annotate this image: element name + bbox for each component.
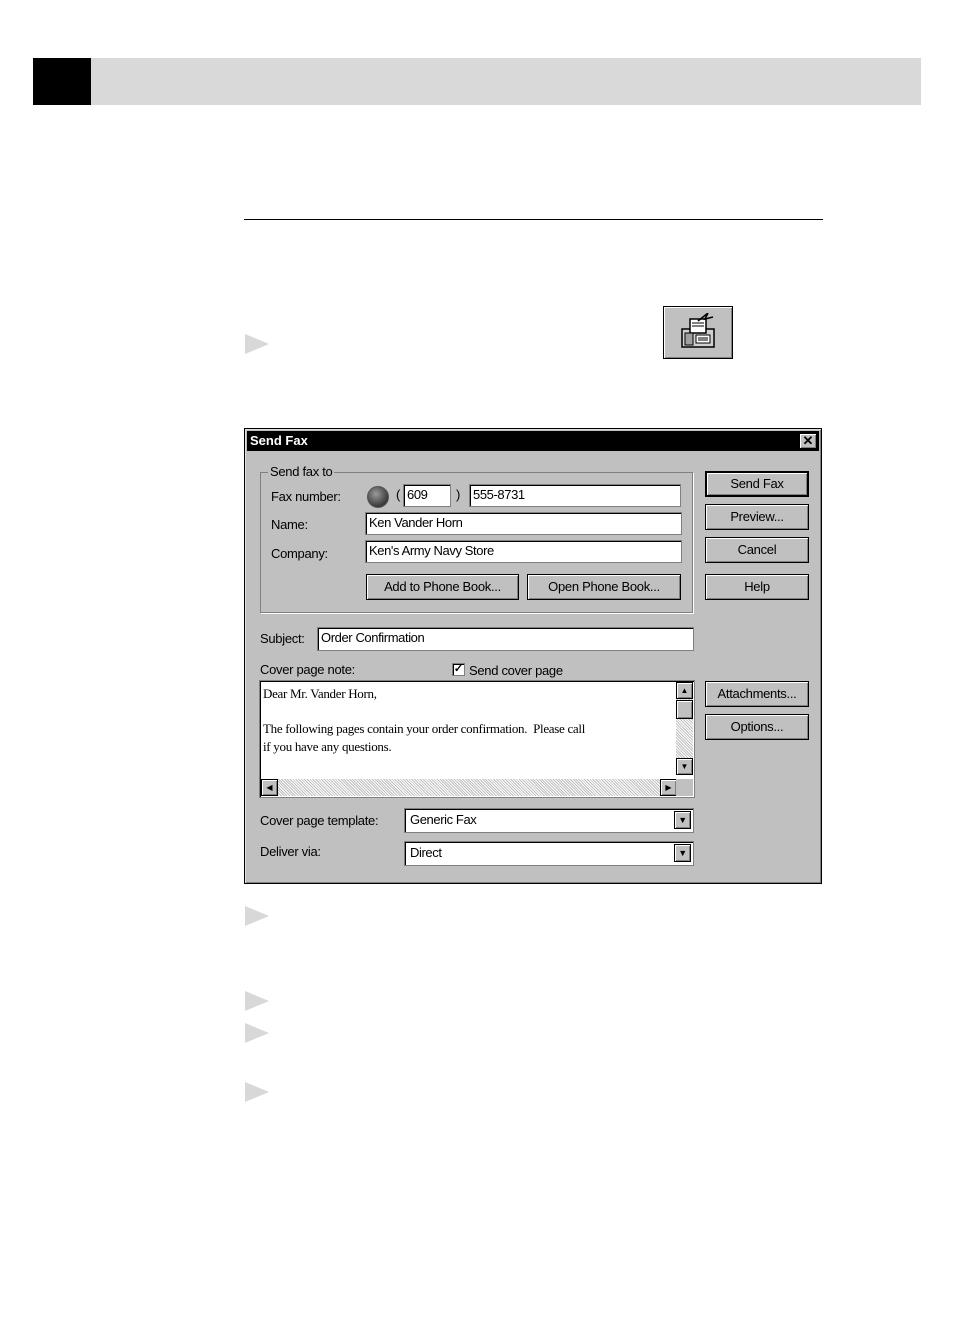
dialog-titlebar [247, 431, 819, 451]
bullet-arrow-icon [245, 1023, 269, 1043]
cancel-button[interactable]: Cancel [705, 537, 809, 563]
horizontal-rule [244, 219, 823, 220]
bullet-arrow-icon [245, 991, 269, 1011]
scroll-down-icon[interactable]: ▼ [676, 758, 693, 775]
fax-number-label: Fax number: [271, 489, 341, 504]
preview-button[interactable]: Preview... [705, 504, 809, 530]
add-to-phone-book-button[interactable]: Add to Phone Book... [366, 574, 519, 600]
open-phone-book-button[interactable]: Open Phone Book... [527, 574, 681, 600]
name-label: Name: [271, 517, 308, 532]
cover-note-label: Cover page note: [260, 662, 355, 677]
group-title: Send fax to [270, 464, 333, 479]
fax-number-input[interactable]: 555-8731 [469, 484, 681, 507]
send-fax-dialog [244, 428, 822, 884]
send-cover-label: Send cover page [469, 663, 563, 678]
scroll-thumb[interactable] [676, 700, 693, 719]
horizontal-scrollbar[interactable] [261, 779, 677, 796]
scroll-right-icon[interactable]: ▶ [660, 779, 677, 796]
name-input[interactable]: Ken Vander Horn [365, 512, 682, 535]
send-fax-button[interactable]: Send Fax [705, 471, 809, 497]
subject-label: Subject: [260, 631, 305, 646]
scroll-left-icon[interactable]: ◀ [261, 779, 278, 796]
deliver-via-label: Deliver via: [260, 844, 321, 859]
cover-template-select[interactable] [404, 808, 694, 833]
cover-note-textarea[interactable] [259, 680, 695, 798]
bullet-arrow-icon [245, 1082, 269, 1102]
area-close-paren: ) [456, 487, 461, 502]
deliver-via-value: Direct [410, 845, 442, 860]
scroll-corner [676, 779, 693, 796]
options-button[interactable]: Options... [705, 714, 809, 740]
company-label: Company: [271, 546, 328, 561]
help-button[interactable]: Help [705, 574, 809, 600]
close-icon[interactable]: ✕ [799, 433, 817, 449]
cover-note-text: Dear Mr. Vander Horn, The following pages contain your order confirmation. Please call if you have any questions. [263, 686, 586, 754]
cover-template-value: Generic Fax [410, 812, 477, 827]
area-code-input[interactable]: 609 [403, 484, 451, 507]
company-input[interactable]: Ken's Army Navy Store [365, 540, 682, 563]
dialog-title: Send Fax [250, 433, 308, 448]
chevron-down-icon[interactable]: ▼ [674, 844, 691, 862]
cover-template-label: Cover page template: [260, 813, 379, 828]
scroll-up-icon[interactable]: ▲ [676, 682, 693, 699]
deliver-via-select[interactable] [404, 841, 694, 866]
send-fax-toolbar-button[interactable] [663, 306, 733, 359]
bullet-arrow-icon [245, 906, 269, 926]
send-cover-checkbox[interactable]: ✓ [453, 663, 464, 675]
subject-input[interactable]: Order Confirmation [317, 627, 694, 651]
fax-machine-icon [678, 313, 720, 353]
vertical-scrollbar[interactable] [676, 682, 693, 775]
globe-icon[interactable] [367, 486, 389, 508]
bullet-arrow-icon [245, 334, 269, 354]
chevron-down-icon[interactable]: ▼ [674, 811, 691, 829]
header-gray-bar [91, 58, 921, 105]
header-black-block [33, 58, 91, 105]
area-open-paren: ( [396, 487, 401, 502]
attachments-button[interactable]: Attachments... [705, 681, 809, 707]
